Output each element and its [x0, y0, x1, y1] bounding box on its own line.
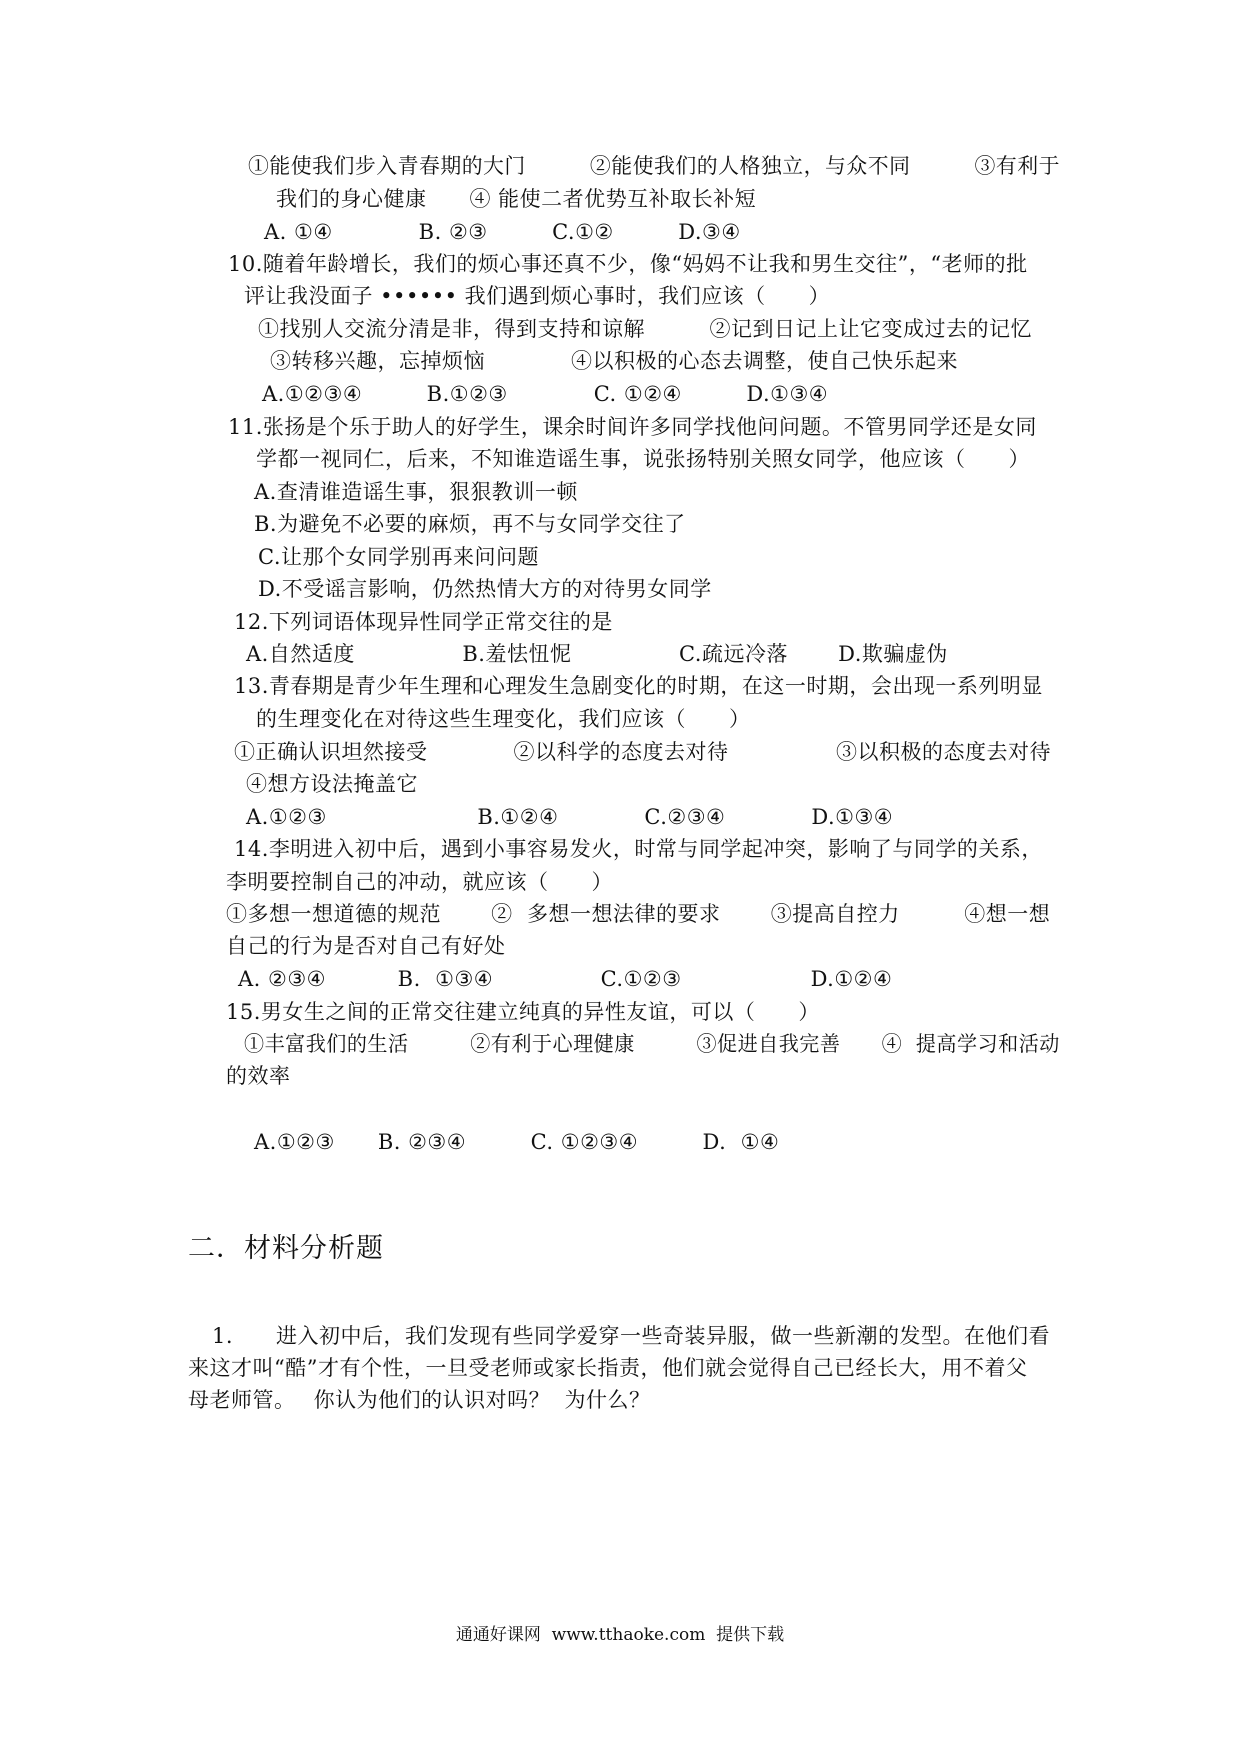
q15-options-line1: ①丰富我们的生活 ②有利于心理健康 ③促进自我完善 ④ 提高学习和活动: [244, 1032, 1060, 1056]
q13-choices: A.①②③ B.①②④ C.②③④ D.①③④: [246, 805, 894, 829]
q11-option-c: C.让那个女同学别再来问问题: [258, 545, 539, 569]
material-paragraph-line1: 1. 进入初中后，我们发现有些同学爱穿一些奇装异服，做一些新潮的发型。在他们看: [212, 1324, 1051, 1348]
q11-stem-line1: 11.张扬是个乐于助人的好学生，课余时间许多同学找他问问题。不管男同学还是女同: [228, 415, 1037, 439]
section-title: 二．材料分析题: [188, 1233, 384, 1264]
q10-choices: A.①②③④ B.①②③ C. ①②④ D.①③④: [262, 382, 829, 406]
q10-options-line1: ①找别人交流分清是非，得到支持和谅解 ②记到日记上让它变成过去的记忆: [258, 317, 1032, 341]
material-paragraph-line2: 来这才叫“酷”才有个性，一旦受老师或家长指责，他们就会觉得自己已经长大，用不着父: [188, 1356, 1028, 1380]
q13-options-line2: ④想方设法掩盖它: [246, 772, 418, 796]
q11-option-b: B.为避免不必要的麻烦，再不与女同学交往了: [254, 512, 686, 536]
q9-options-line2: 我们的身心健康 ④ 能使二者优势互补取长补短: [276, 187, 757, 211]
q11-option-d: D.不受谣言影响，仍然热情大方的对待男女同学: [258, 577, 712, 601]
q13-stem-line2: 的生理变化在对待这些生理变化，我们应该（ ）: [256, 707, 751, 731]
q14-stem-line1: 14.李明进入初中后，遇到小事容易发火，时常与同学起冲突，影响了与同学的关系，: [234, 837, 1043, 861]
q14-choices: A. ②③④ B. ①③④ C.①②③ D.①②④: [238, 967, 893, 991]
q9-choices: A. ①④ B. ②③ C.①② D.③④: [264, 220, 741, 244]
q12-choices: A.自然适度 B.羞怯忸怩 C.疏远冷落 D.欺骗虚伪: [246, 642, 948, 666]
q10-stem-line1: 10.随着年龄增长，我们的烦心事还真不少，像“妈妈不让我和男生交往”，“老师的批: [228, 252, 1028, 276]
q14-options-line2: 自己的行为是否对自己有好处: [226, 934, 506, 958]
q14-stem-line2: 李明要控制自己的冲动，就应该（ ）: [226, 870, 613, 894]
q11-stem-line2: 学都一视同仁，后来，不知谁造谣生事，说张扬特别关照女同学，他应该（ ）: [256, 447, 1030, 471]
q15-options-line2: 的效率: [226, 1064, 291, 1088]
q14-options-line1: ①多想一想道德的规范 ② 多想一想法律的要求 ③提高自控力 ④想一想: [226, 902, 1051, 926]
q13-stem-line1: 13.青春期是青少年生理和心理发生急剧变化的时期，在这一时期，会出现一系列明显: [234, 674, 1043, 698]
q10-stem-line2: 评让我没面子 •••••• 我们遇到烦心事时，我们应该（ ）: [244, 284, 831, 308]
q15-stem: 15.男女生之间的正常交往建立纯真的异性友谊，可以（ ）: [226, 1000, 820, 1024]
q15-choices: A.①②③ B. ②③④ C. ①②③④ D. ①④: [254, 1130, 780, 1154]
q9-options-line1: ①能使我们步入青春期的大门 ②能使我们的人格独立，与众不同 ③有利于: [248, 154, 1061, 178]
q10-options-line2: ③转移兴趣，忘掉烦恼 ④以积极的心态去调整，使自己快乐起来: [270, 349, 958, 373]
material-paragraph-line3: 母老师管。 你认为他们的认识对吗？ 为什么？: [188, 1388, 651, 1412]
q11-option-a: A.查清谁造谣生事，狠狠教训一顿: [254, 480, 578, 504]
q12-stem: 12.下列词语体现异性同学正常交往的是: [234, 610, 613, 634]
q13-options-line1: ①正确认识坦然接受 ②以科学的态度去对待 ③以积极的态度去对待: [234, 740, 1051, 764]
page-footer: 通通好课网 www.tthaoke.com 提供下载: [455, 1625, 785, 1645]
